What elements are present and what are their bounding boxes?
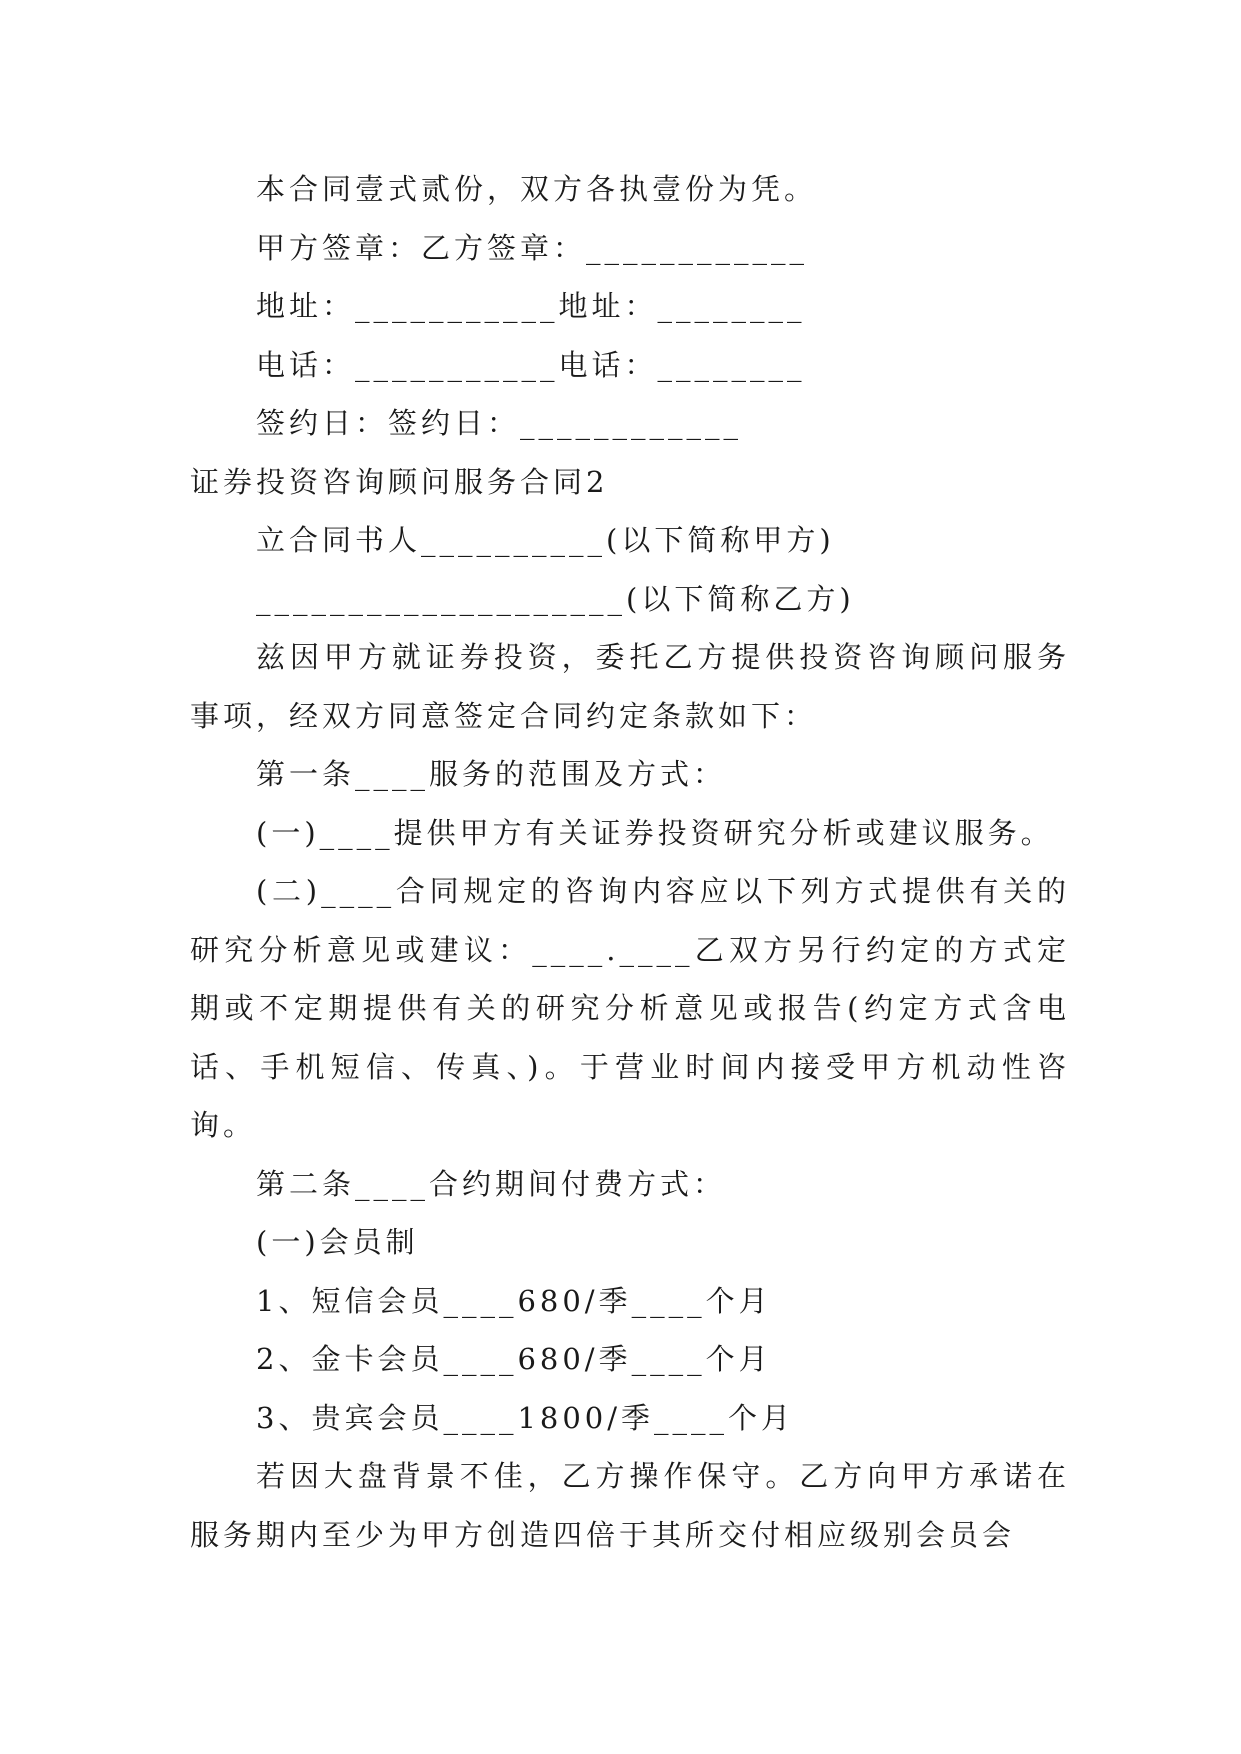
article1-item1: (一)____提供甲方有关证券投资研究分析或建议服务。 — [256, 815, 1054, 850]
member-gold-line: 2、金卡会员____680/季____个月 — [256, 1342, 772, 1376]
document-body — [190, 160, 1070, 1564]
signature-line: 甲方签章：乙方签章：____________ — [256, 230, 809, 265]
article1-item2: (二)____合同规定的咨询内容应以下列方式提供有关的研究分析意见或建议：____.____乙双方另行约定的方式定期或不定期提供有关的研究分析意见或报告(约定方式含电话、手机短信、传真、)。于营业时间内接受甲方机动性咨询。 — [190, 874, 1070, 1142]
article1-title: 第一条____服务的范围及方式： — [256, 757, 727, 791]
member-vip-line: 3、贵宾会员____1800/季____个月 — [256, 1400, 795, 1435]
address-line: 地址：___________地址：________ — [256, 289, 806, 323]
article2-title: 第二条____合约期间付费方式： — [256, 1166, 727, 1201]
sign-date-line: 签约日：签约日：____________ — [256, 406, 743, 440]
party-b-line: ____________________(以下简称乙方) — [256, 581, 855, 616]
intro-paragraph: 兹因甲方就证券投资，委托乙方提供投资咨询顾问服务事项，经双方同意签定合同约定条款如下： — [190, 640, 1070, 733]
party-a-line: 立合同书人__________(以下简称甲方) — [256, 523, 835, 557]
section-title: 证券投资咨询顾问服务合同2 — [190, 464, 609, 499]
closing-paragraph: 若因大盘背景不佳，乙方操作保守。乙方向甲方承诺在服务期内至少为甲方创造四倍于其所交付相应级别会员会 — [190, 1459, 1070, 1552]
phone-line: 电话：___________电话：________ — [256, 347, 806, 382]
contract-copies-line: 本合同壹式贰份，双方各执壹份为凭。 — [256, 172, 818, 206]
member-sms-line: 1、短信会员____680/季____个月 — [256, 1283, 772, 1318]
article2-item1: (一)会员制 — [256, 1225, 419, 1259]
